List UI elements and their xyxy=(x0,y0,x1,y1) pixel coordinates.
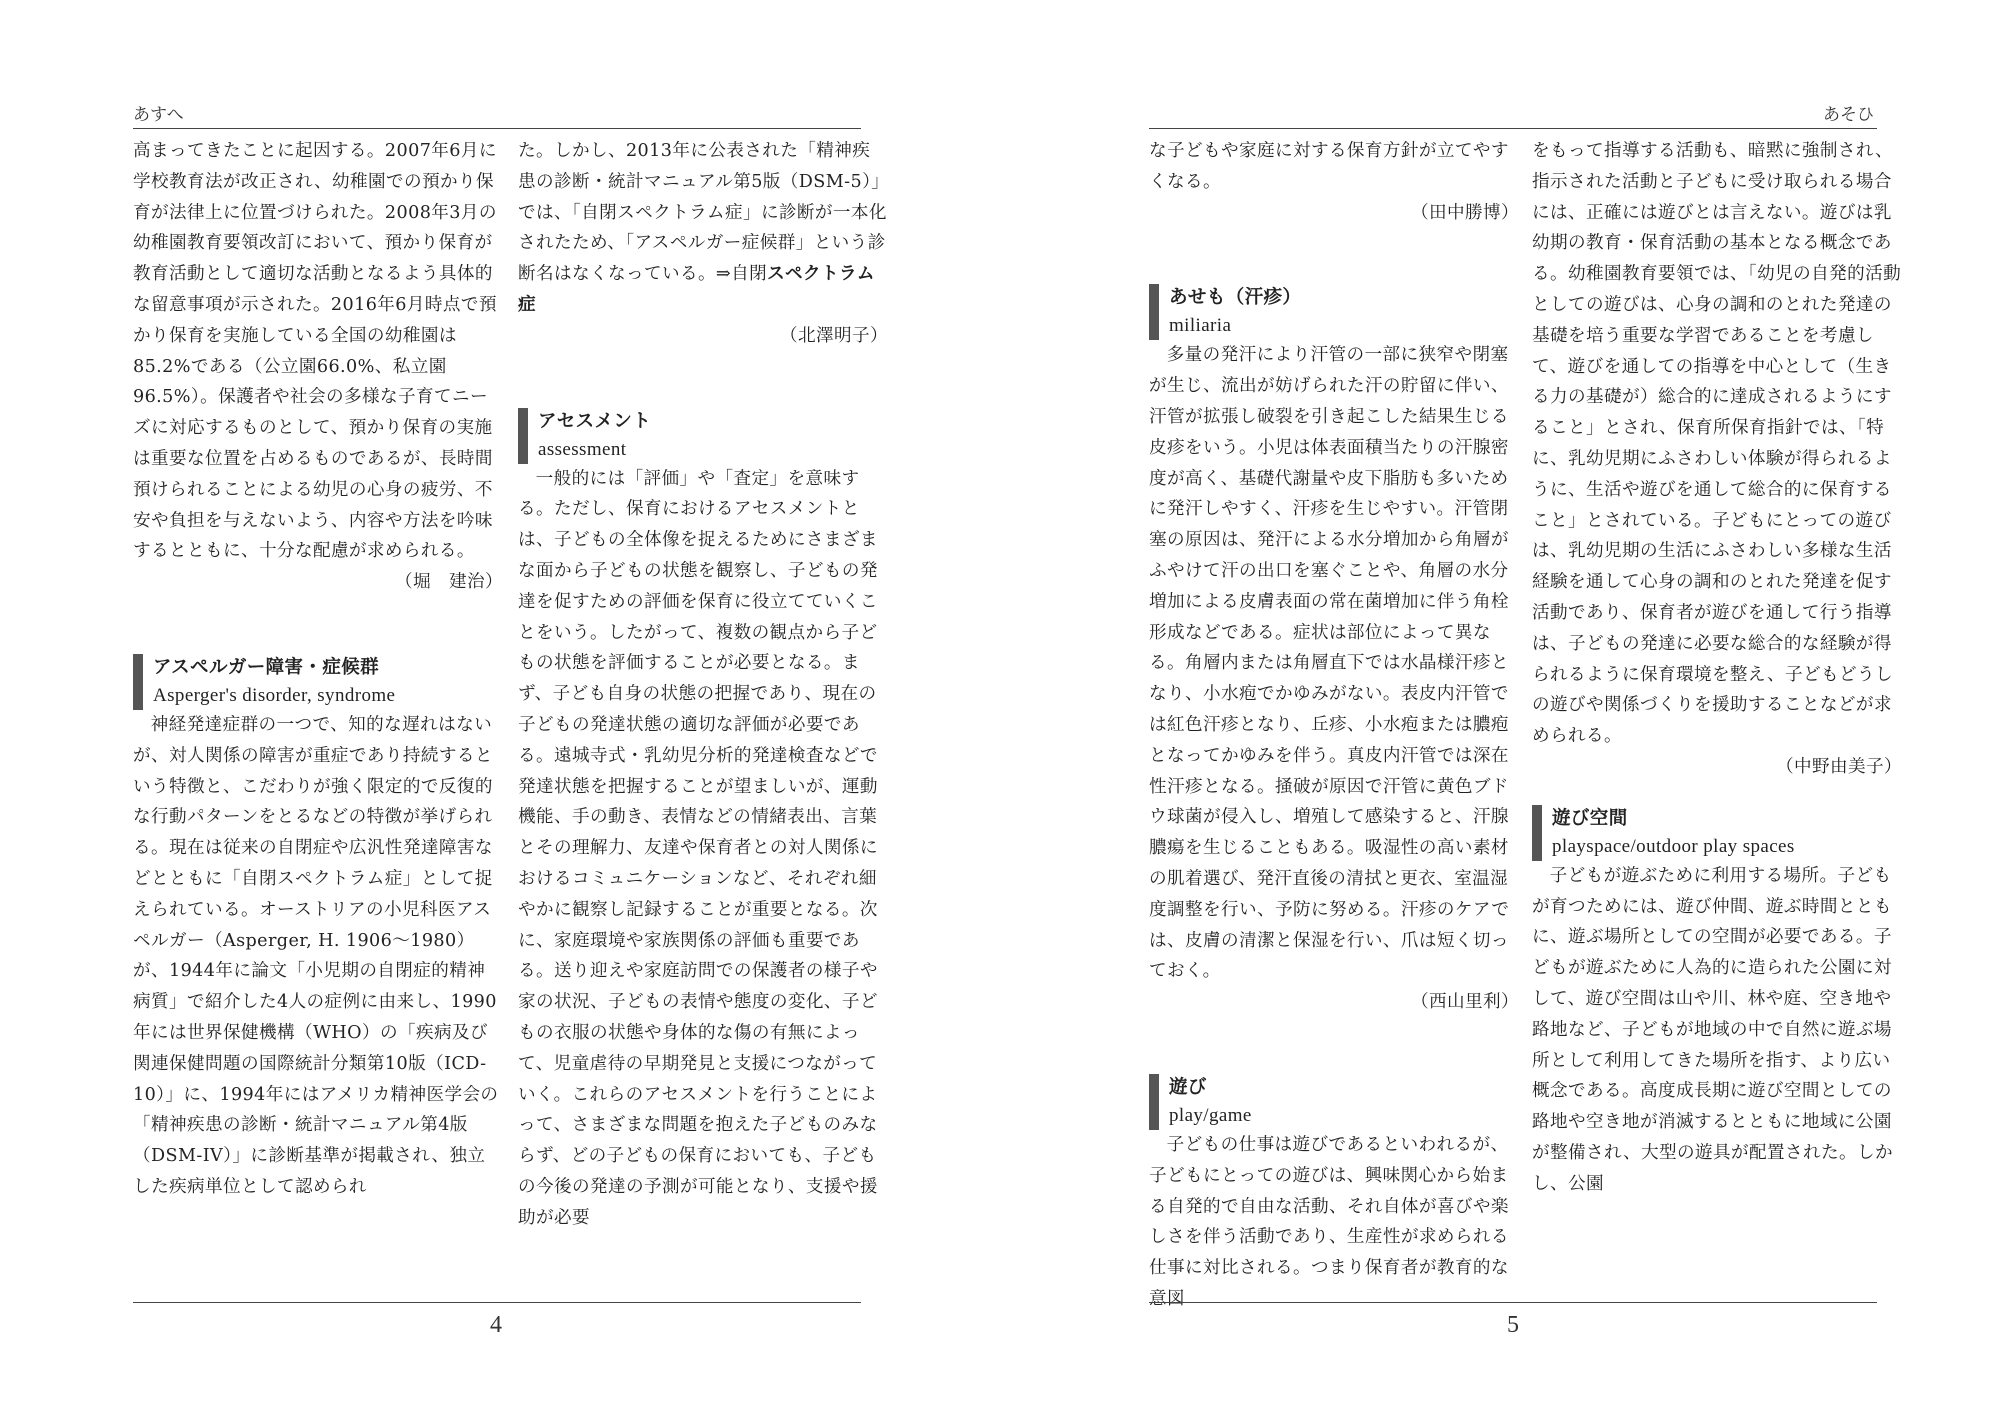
cross-reference: スペクトラム症 xyxy=(518,264,875,315)
header-rule xyxy=(1149,128,1877,129)
entry-body: 子どもが遊ぶために利用する場所。子どもが育つためには、遊び仲間、遊ぶ時間とともに、遊ぶ場所としての空間が必要である。子どもが遊ぶために人為的に造られた公園に対して、遊び空間は山や川、林や庭、空き地や路地など、子どもが地域の中で自然に遊ぶ場所として利用してきた場所を指す、より広い概念である。高度成長期に遊び空間としての路地や空き地が消滅するとともに地域に公園が整備され、大型の遊具が配置された。しかし、公園 xyxy=(1532,865,1893,1194)
continued-text: をもって指導する活動も、暗黙に強制され、指示された活動と子どもに受け取られる場合には、正確には遊びとは言えない。遊びは乳幼期の教育・保育活動の基本となる概念である。幼稚園教育要領では、「幼児の自発的活動としての遊びは、心身の調和のとれた発達の基礎を培う重要な学習であることを考慮して、遊びを通しての指導を中心として（生きる力の基礎が）総合的に達成されるようにすること」とされ、保育所保育指針では、「特に、乳幼児期にふさわしい体験が得られるように、生活や遊びを通して総合的に保育すること」とされている。子どもにとっての遊びは、乳幼児期の生活にふさわしい多様な生活経験を通して心身の調和のとれた発達を促す活動であり、保育者が遊びを通して行う指導は、子どもの発達に必要な総合的な経験が得られるように保育環境を整え、子どもどうしの遊びや関係づくりを援助することなどが求められる。 xyxy=(1532,141,1902,747)
entry-body: 子どもの仕事は遊びであるといわれるが、子どもにとっての遊びは、興味関心から始まる自発的で自由な活動、それ自体が喜びや楽しさを伴う活動であり、生産性が求められる仕事に対比される。つまり保育者が教育的な意図 xyxy=(1149,1134,1509,1309)
headword-english: miliaria xyxy=(1169,315,1232,337)
header-rule xyxy=(133,128,861,129)
page-number: 5 xyxy=(1507,1312,1519,1338)
column-1 xyxy=(133,136,503,1203)
entry-heading xyxy=(518,408,888,464)
continued-text xyxy=(518,136,888,321)
author-signature: （中野由美子） xyxy=(1776,756,1902,777)
headword-english: Asperger's disorder, syndrome xyxy=(153,684,396,706)
headword-japanese: 遊び xyxy=(1169,1076,1207,1098)
entry-body: 多量の発汗により汗管の一部に狭窄や閉塞が生じ、流出が妨げられた汗の貯留に伴い、汗管が拡張し破裂を引き起こした結果生じる皮疹をいう。小児は体表面積当たりの汗腺密度が高く、基礎代謝量や皮下脂肪も多いために発汗しやすく、汗疹を生じやすい。汗管閉塞の原因は、発汗による水分増加から角層がふやけて汗の出口を塞ぐことや、角層の水分増加による皮膚表面の常在菌増加に伴う角栓形成などである。症状は部位によって異なる。角層内または角層直下では水晶様汗疹となり、小水疱でかゆみがない。表皮内汗管では紅色汗疹となり、丘疹、小水疱または膿疱となってかゆみを伴う。真皮内汗管では深在性汗疹となる。掻破が原因で汗管に黄色ブドウ球菌が侵入し、増殖して感染すると、汗腺膿瘍を生じることもある。吸湿性の高い素材の肌着選び、発汗直後の清拭と更衣、室温湿度調整を行い、予防に努める。汗疹のケアでは、皮膚の清潔と保湿を行い、爪は短く切っておく。 xyxy=(1149,345,1510,982)
continued-text: な子どもや家庭に対する保育方針が立てやすくなる。 xyxy=(1149,141,1509,192)
entry-miliaria xyxy=(1149,284,1519,1018)
column-2 xyxy=(1532,136,1902,1200)
headword-english: assessment xyxy=(538,438,627,460)
headword-japanese: 遊び空間 xyxy=(1552,807,1628,829)
running-head: あそひ xyxy=(1823,105,1874,125)
entry-body: 一般的には「評価」や「査定」を意味する。ただし、保育におけるアセスメントとは、子どもの全体像を捉えるためにさまざまな面から子どもの状態を観察し、子どもの発達を促すための評価を保育に役立てていくことをいう。したがって、複数の観点から子どもの状態を評価することが必要となる。まず、子ども自身の状態の把握であり、現在の子どもの発達状態の適切な評価が必要である。遠城寺式・乳幼児分析的発達検査などで発達状態を把握することが望ましいが、運動機能、手の動き、表情などの情緒表出、言葉とその理解力、友達や保育者との対人関係におけるコミュニケーションなど、それぞれ細やかに観察し記録することが重要となる。次に、家庭環境や家族関係の評価も重要である。送り迎えや家庭訪問での保護者の様子や家の状況、子どもの表情や態度の変化、子どもの衣服の状態や身体的な傷の有無によって、児童虐待の早期発見と支援につながっていく。これらのアセスメントを行うことによって、さまざまな問題を抱えた子どものみならず、どの子どもの保育においても、子どもの今後の発達の予測が可能となり、支援や援助が必要 xyxy=(518,468,878,1228)
entry-asperger xyxy=(133,654,503,1203)
continued-text: 高まってきたことに起因する。2007年6月に学校教育法が改正され、幼稚園での預かり保育が法律上に位置づけられた。2008年3月の幼稚園教育要領改訂において、預かり保育が教育活動として適切な活動となるよう具体的な留意事項が示された。2016年6月時点で預かり保育を実施している全国の幼稚園は85.2%である（公立園66.0%、私立園96.5%）。保護者や社会の多様な子育てニーズに対応するものとして、預かり保育の実施は重要な位置を占めるものであるが、長時間預けられることによる幼児の心身の疲労、不安や負担を与えないよう、内容や方法を吟味するとともに、十分な配慮が求められる。 xyxy=(133,141,497,562)
entry-heading xyxy=(133,654,503,710)
entry-assessment xyxy=(518,408,888,1234)
page-number: 4 xyxy=(490,1312,502,1338)
continued-text-body: た。しかし、2013年に公表された「精神疾患の診断・統計マニュアル第5版（DSM-5）」では、「自閉スペクトラム症」に診断が一本化されたため、「アスペルガー症候群」という診断名はなくなっている。⇒自閉 xyxy=(518,141,887,285)
right-page xyxy=(1000,0,2000,1425)
entry-playspace xyxy=(1532,805,1902,1200)
headword-japanese: アセスメント xyxy=(538,410,652,432)
column-1 xyxy=(1149,136,1519,1315)
entry-heading xyxy=(1532,805,1902,861)
headword-japanese: アスペルガー障害・症候群 xyxy=(153,656,380,678)
author-signature: （田中勝博） xyxy=(1411,202,1519,223)
author-signature: （北澤明子） xyxy=(780,325,888,346)
headword-japanese: あせも（汗疹） xyxy=(1169,287,1302,309)
entry-heading xyxy=(1149,284,1519,340)
entry-body: 神経発達症群の一つで、知的な遅れはないが、対人関係の障害が重症であり持続するという特徴と、こだわりが強く限定的で反復的な行動パターンをとるなどの特徴が挙げられる。現在は従来の自閉症や広汎性発達障害などとともに「自閉スペクトラム症」として捉えられている。オーストリアの小児科医アスペルガー（Asperger, H. 1906〜1980）が、1944年に論文「小児期の自閉症的精神病質」で紹介した4人の症例に由来し、1990年には世界保健機構（WHO）の「疾病及び関連保健問題の国際統計分類第10版（ICD-10）」に、1994年にはアメリカ精神医学会の「精神疾患の診断・統計マニュアル第4版（DSM-IV）」に診断基準が掲載され、独立した疾病単位として認められ xyxy=(133,714,499,1197)
headword-english: play/game xyxy=(1169,1104,1252,1126)
author-signature: （堀 建治） xyxy=(395,572,503,593)
entry-heading xyxy=(1149,1074,1519,1130)
footer-rule xyxy=(133,1302,861,1303)
headword-english: playspace/outdoor play spaces xyxy=(1552,835,1795,857)
entry-play xyxy=(1149,1074,1519,1315)
footer-rule xyxy=(1149,1302,1877,1303)
column-2 xyxy=(518,136,888,1234)
running-head: あすへ xyxy=(133,105,184,125)
author-signature: （西山里利） xyxy=(1411,992,1519,1013)
